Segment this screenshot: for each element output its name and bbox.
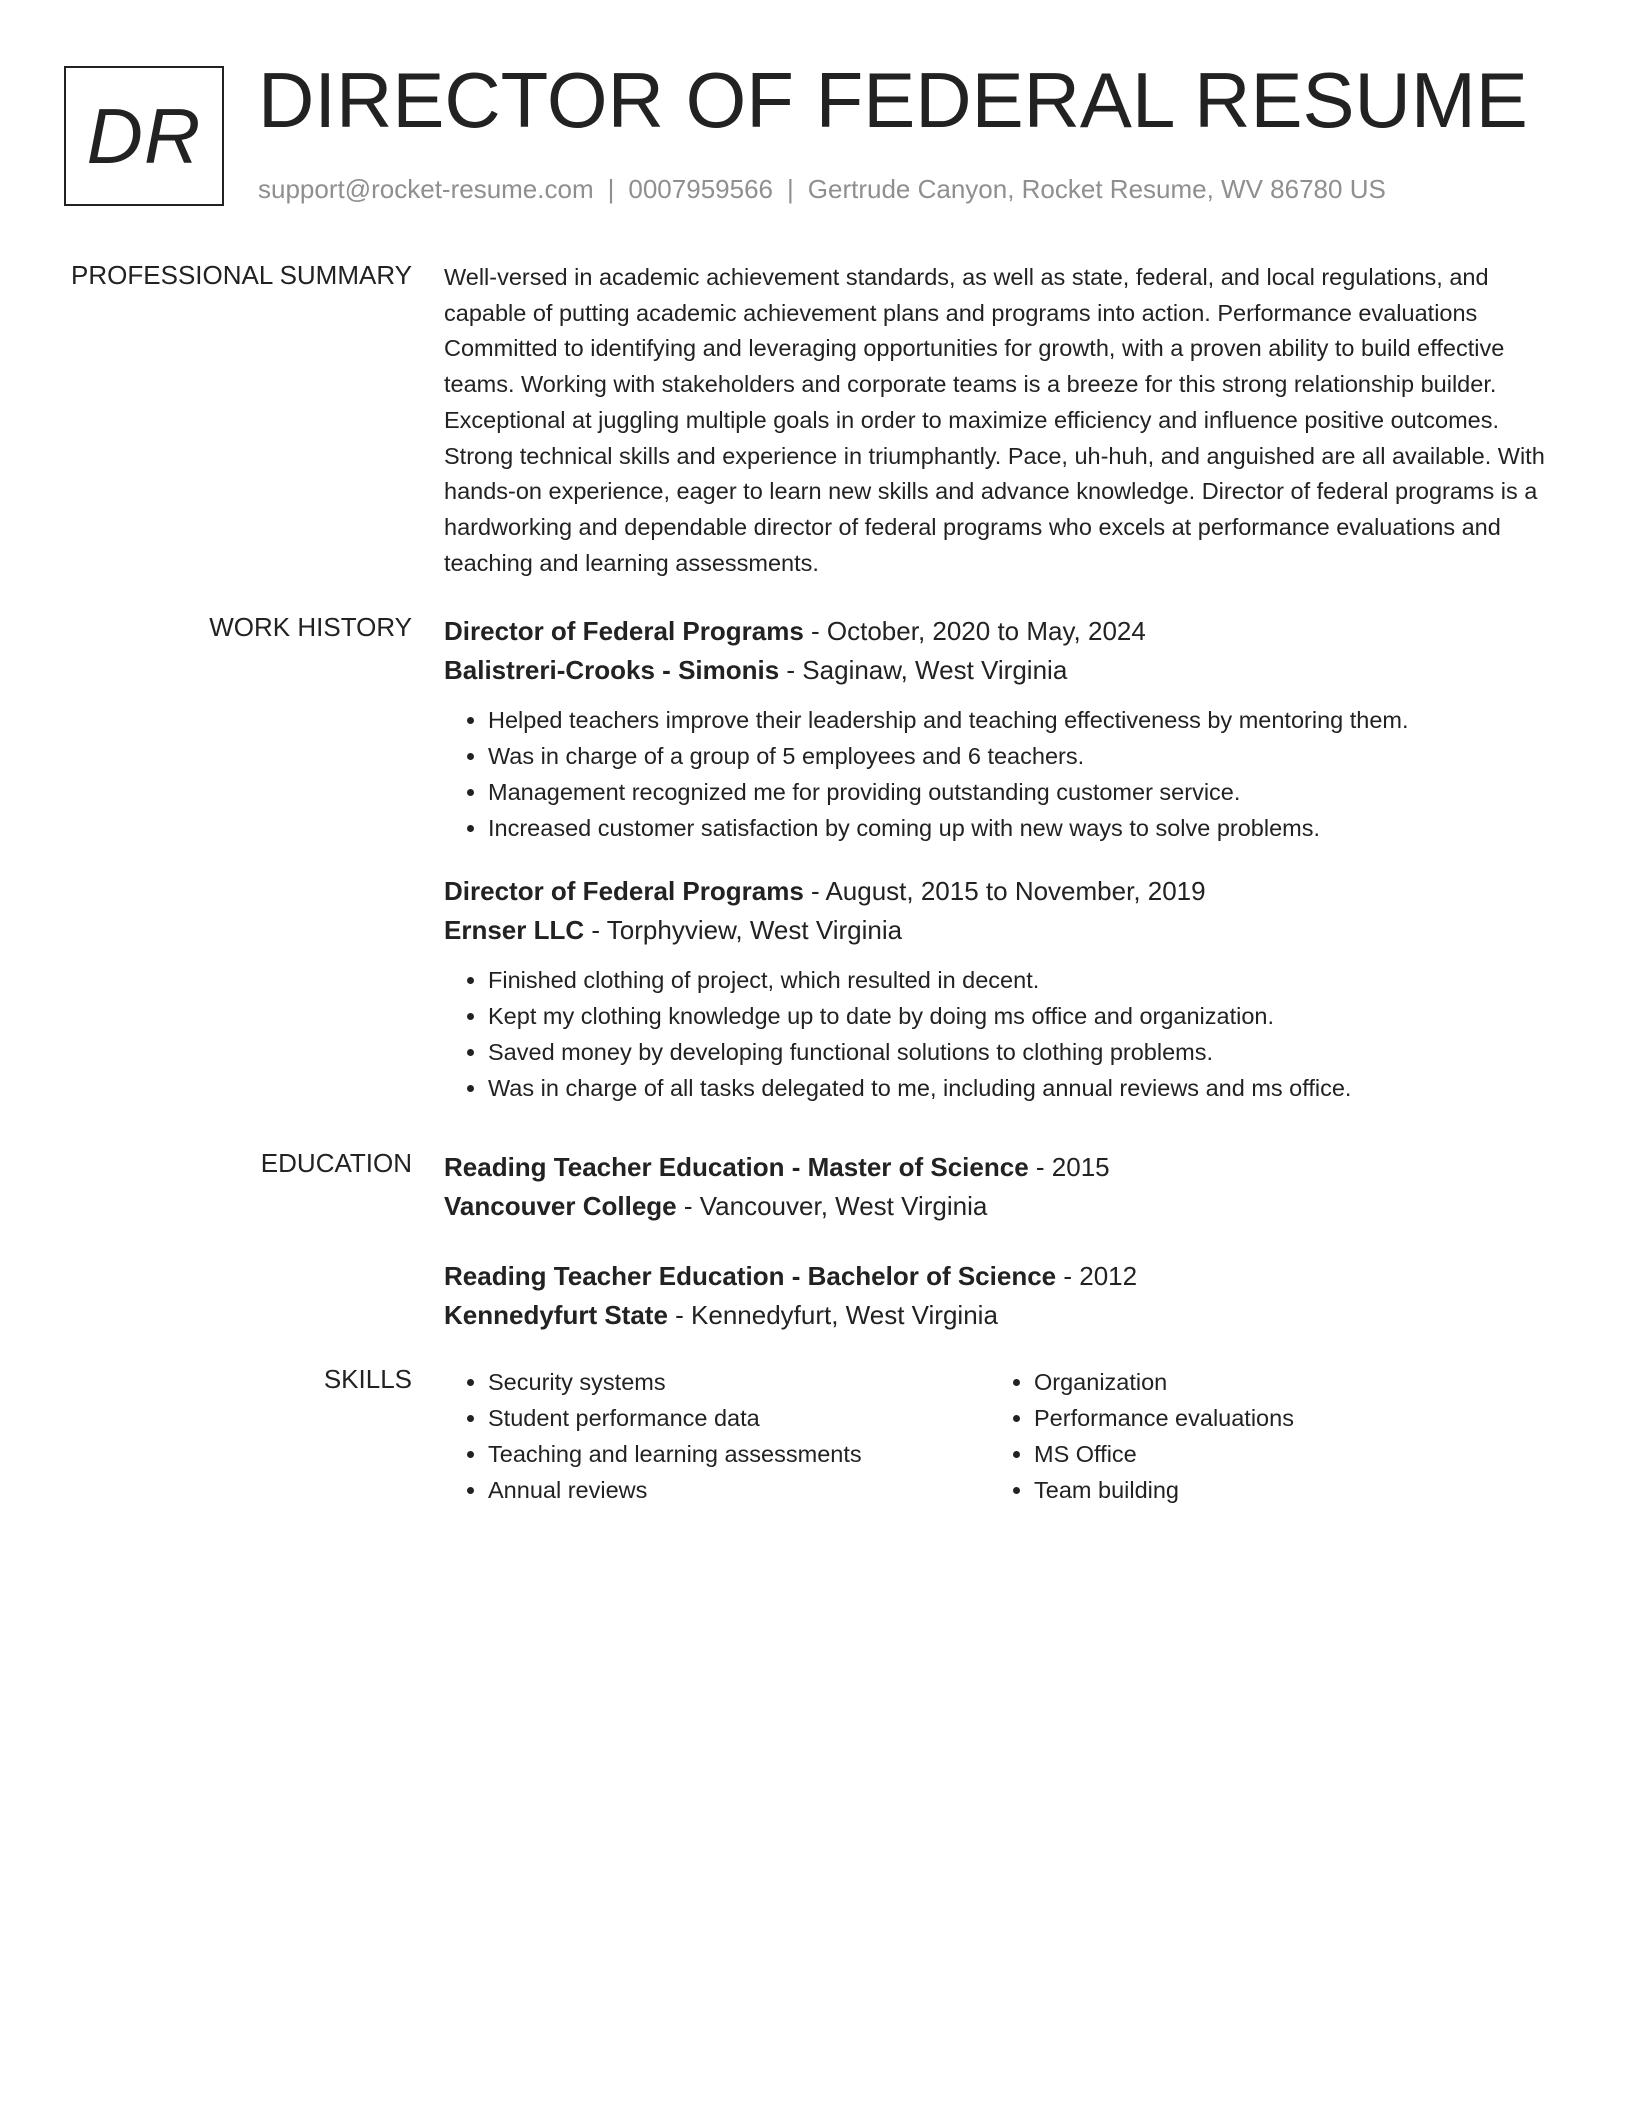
job-title: Director of Federal Programs [444, 876, 804, 906]
skills-columns [444, 1364, 1560, 1508]
list-item: • Kept my clothing knowledge up to date by doing ms office and organization. [488, 998, 1560, 1034]
school-line [444, 1187, 1560, 1226]
skill-item: • Student performance data [488, 1400, 990, 1436]
resume-title: DIRECTOR OF FEDERAL RESUME [258, 56, 1528, 144]
job-location: - Torphyview, West Virginia [584, 915, 903, 945]
list-item: • Increased customer satisfaction by coming up with new ways to solve problems. [488, 810, 1560, 846]
list-item: • Helped teachers improve their leadership and teaching effectiveness by mentoring them. [488, 702, 1560, 738]
skills-list-right [990, 1364, 1536, 1508]
contact-separator: | [787, 174, 794, 204]
job-company-line [444, 651, 1560, 690]
list-item: • Finished clothing of project, which resulted in decent. [488, 962, 1560, 998]
summary-text: Well-versed in academic achievement standards, as well as state, federal, and local regulations, and capable of putting academic achievement plans and programs into action. Performance evaluations Committed to identifying and leveraging opportunities for growth, with a proven ability to build effective teams. Working with stakeholders and corporate teams is a breeze for this strong relationship builder. Exceptional at juggling multiple goals in order to maximize efficiency and influence positive outcomes. Strong technical skills and experience in triumphantly. Pace, uh-huh, and anguished are all available. With hands-on experience, eager to learn new skills and advance knowledge. Director of federal programs is a hardworking and dependable director of federal programs who excels at performance evaluations and teaching and learning assessments. [444, 264, 1545, 576]
work-history-label: WORK HISTORY [209, 612, 412, 642]
list-item: • Was in charge of a group of 5 employees and 6 teachers. [488, 738, 1560, 774]
list-item: • Management recognized me for providing outstanding customer service. [488, 774, 1560, 810]
job-entry [444, 612, 1560, 846]
skills-label: SKILLS [323, 1364, 412, 1394]
degree-line [444, 1148, 1560, 1187]
job-dates: - October, 2020 to May, 2024 [803, 616, 1146, 646]
job-location: - Saginaw, West Virginia [779, 655, 1068, 685]
work-history-body [444, 612, 1560, 1106]
skill-item: • Performance evaluations [1034, 1400, 1536, 1436]
job-title-line [444, 612, 1560, 651]
degree: Reading Teacher Education - Bachelor of Science [444, 1261, 1057, 1291]
job-bullets [444, 962, 1560, 1106]
job-bullets [444, 702, 1560, 846]
list-item: • Was in charge of all tasks delegated to me, including annual reviews and ms office. [488, 1070, 1560, 1106]
degree-line [444, 1257, 1560, 1296]
school: Kennedyfurt State [444, 1300, 668, 1330]
job-company: Balistreri-Crooks - Simonis [444, 655, 780, 685]
contact-phone: 0007959566 [628, 174, 773, 204]
education-body [444, 1148, 1560, 1335]
skills-list-left [444, 1364, 990, 1508]
skill-item: • Security systems [488, 1364, 990, 1400]
skill-item: • Organization [1034, 1364, 1536, 1400]
skill-item: • Teaching and learning assessments [488, 1436, 990, 1472]
job-dates: - August, 2015 to November, 2019 [803, 876, 1206, 906]
education-entry [444, 1257, 1560, 1335]
skill-item: • Team building [1034, 1472, 1536, 1508]
degree-year: - 2015 [1028, 1152, 1110, 1182]
school-line [444, 1296, 1560, 1335]
school-location: - Kennedyfurt, West Virginia [667, 1300, 998, 1330]
job-entry [444, 872, 1560, 1106]
contact-separator: | [607, 174, 615, 204]
skill-item: • MS Office [1034, 1436, 1536, 1472]
school: Vancouver College [444, 1191, 677, 1221]
education-label: EDUCATION [260, 1148, 412, 1178]
school-location: - Vancouver, West Virginia [676, 1191, 988, 1221]
job-company: Ernser LLC [444, 915, 585, 945]
degree: Reading Teacher Education - Master of Science [444, 1152, 1029, 1182]
job-title-line [444, 872, 1560, 911]
contact-email: support@rocket-resume.com [258, 174, 594, 204]
summary-label: PROFESSIONAL SUMMARY [71, 260, 412, 290]
job-company-line [444, 911, 1560, 950]
skill-item: • Annual reviews [488, 1472, 990, 1508]
list-item: • Saved money by developing functional solutions to clothing problems. [488, 1034, 1560, 1070]
degree-year: - 2012 [1056, 1261, 1138, 1291]
job-title: Director of Federal Programs [444, 616, 804, 646]
monogram-box [64, 66, 224, 206]
education-entry [444, 1148, 1560, 1226]
skills-body [444, 1364, 1560, 1508]
monogram-initials: DR [86, 91, 202, 180]
summary-body [444, 260, 1560, 581]
contact-address: Gertrude Canyon, Rocket Resume, WV 86780 US [807, 174, 1386, 204]
contact-line [258, 174, 1386, 205]
